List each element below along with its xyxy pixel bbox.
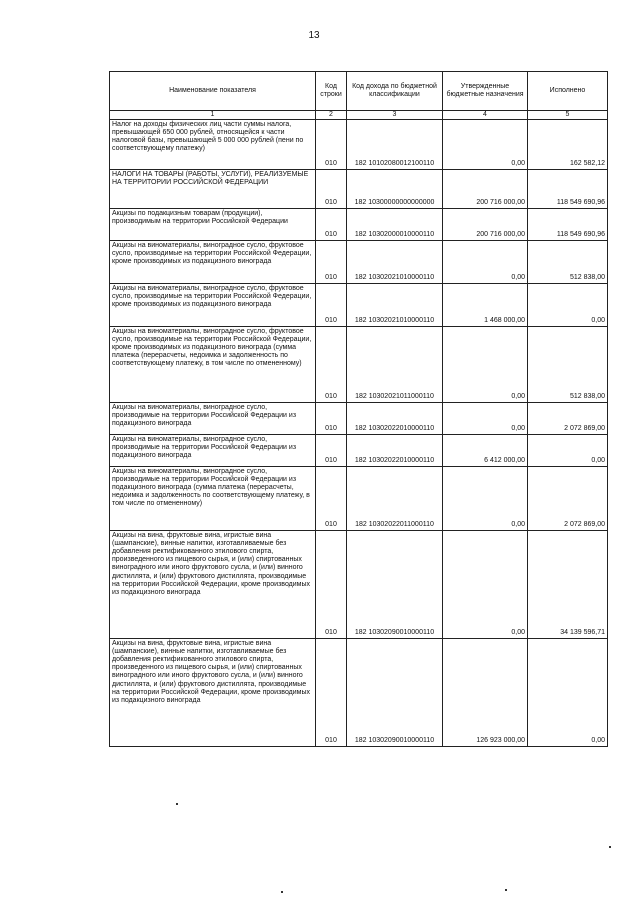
row-code: 010 <box>316 403 347 435</box>
row-kbk: 182 10102080012100110 <box>347 120 443 170</box>
row-done: 2 072 869,00 <box>528 403 608 435</box>
row-approved: 0,00 <box>443 120 528 170</box>
row-approved: 200 716 000,00 <box>443 209 528 241</box>
table-row <box>110 467 608 531</box>
row-kbk: 182 10302090010000110 <box>347 531 443 639</box>
row-done: 512 838,00 <box>528 327 608 403</box>
column-number: 1 <box>110 111 316 120</box>
row-approved: 0,00 <box>443 531 528 639</box>
table-row <box>110 120 608 170</box>
row-approved: 0,00 <box>443 241 528 284</box>
header-code: Код строки <box>316 72 347 111</box>
row-done: 0,00 <box>528 284 608 327</box>
row-name: Акцизы на вина, фруктовые вина, игристые вина (шампанские), винные напитки, изготавливаемые без добавления ректификованного этилового спирта, произведенного из пищевого сырья, и (или) спиртованных виноградного или иного фруктового сусла, и (или) винного дистиллята, и (или) фруктового дистиллята, производимые на территории Российской Федерации, кроме производимых из подакцизного винограда <box>110 531 316 639</box>
row-done: 512 838,00 <box>528 241 608 284</box>
row-code: 010 <box>316 435 347 467</box>
row-kbk: 182 10302021010000110 <box>347 241 443 284</box>
budget-execution-table <box>109 71 608 747</box>
row-done: 162 582,12 <box>528 120 608 170</box>
row-approved: 200 716 000,00 <box>443 170 528 209</box>
row-kbk: 182 10300000000000000 <box>347 170 443 209</box>
row-code: 010 <box>316 170 347 209</box>
row-kbk: 182 10302021011000110 <box>347 327 443 403</box>
row-kbk: 182 10302022011000110 <box>347 467 443 531</box>
row-name: Акцизы на виноматериалы, виноградное сусло, производимые на территории Российской Федерации из подакцизного винограда <box>110 403 316 435</box>
row-kbk: 182 10302000010000110 <box>347 209 443 241</box>
table-row <box>110 403 608 435</box>
row-kbk: 182 10302022010000110 <box>347 403 443 435</box>
column-number: 4 <box>443 111 528 120</box>
column-number-row <box>110 111 608 120</box>
row-kbk: 182 10302022010000110 <box>347 435 443 467</box>
row-code: 010 <box>316 209 347 241</box>
table-row <box>110 170 608 209</box>
table-header-row <box>110 72 608 111</box>
row-kbk: 182 10302090010000110 <box>347 639 443 747</box>
table-row <box>110 435 608 467</box>
row-name: Налог на доходы физических лиц части суммы налога, превышающей 650 000 рублей, относящейся к части налоговой базы, превышающей 5 000 000 рублей (пени по соответствующему платежу) <box>110 120 316 170</box>
row-done: 0,00 <box>528 435 608 467</box>
table-row <box>110 531 608 639</box>
row-code: 010 <box>316 639 347 747</box>
row-done: 0,00 <box>528 639 608 747</box>
header-done: Исполнено <box>528 72 608 111</box>
page-number: 13 <box>308 30 320 41</box>
row-approved: 0,00 <box>443 467 528 531</box>
table-row <box>110 639 608 747</box>
table-row <box>110 284 608 327</box>
header-kbk: Код дохода по бюджетной классификации <box>347 72 443 111</box>
row-name: Акцизы на виноматериалы, виноградное сусло, фруктовое сусло, производимые на территории Российской Федерации, кроме производимых из подакцизного винограда <box>110 241 316 284</box>
row-code: 010 <box>316 241 347 284</box>
row-name: Акцизы на виноматериалы, виноградное сусло, фруктовое сусло, производимые на территории Российской Федерации, кроме производимых из подакцизного винограда <box>110 284 316 327</box>
scan-speck <box>505 889 507 891</box>
scan-speck <box>176 803 178 805</box>
header-name: Наименование показателя <box>110 72 316 111</box>
column-number: 2 <box>316 111 347 120</box>
row-name: Акцизы на виноматериалы, виноградное сусло, производимые на территории Российской Федерации из подакцизного винограда (сумма платежа (перерасчеты, недоимка и задолженность по соответствующему платежу, в том числе по отмененному) <box>110 467 316 531</box>
row-name: НАЛОГИ НА ТОВАРЫ (РАБОТЫ, УСЛУГИ), РЕАЛИЗУЕМЫЕ НА ТЕРРИТОРИИ РОССИЙСКОЙ ФЕДЕРАЦИИ <box>110 170 316 209</box>
row-name: Акцизы на виноматериалы, виноградное сусло, фруктовое сусло, производимые на территории Российской Федерации, кроме производимых из подакцизного винограда (сумма платежа (перерасчеты, недоимка и задолженность по соответствующему платежу, в том числе по отмененному) <box>110 327 316 403</box>
row-approved: 1 468 000,00 <box>443 284 528 327</box>
row-name: Акцизы на вина, фруктовые вина, игристые вина (шампанские), винные напитки, изготавливаемые без добавления ректификованного этилового спирта, произведенного из пищевого сырья, и (или) спиртованных виноградного или иного фруктового сусла, и (или) винного дистиллята, и (или) фруктового дистиллята, производимые на территории Российской Федерации, кроме производимых из подакцизного винограда <box>110 639 316 747</box>
row-code: 010 <box>316 467 347 531</box>
row-kbk: 182 10302021010000110 <box>347 284 443 327</box>
column-number: 5 <box>528 111 608 120</box>
row-done: 118 549 690,96 <box>528 209 608 241</box>
header-approved: Утвержденные бюджетные назначения <box>443 72 528 111</box>
table-row <box>110 241 608 284</box>
row-code: 010 <box>316 284 347 327</box>
row-code: 010 <box>316 531 347 639</box>
row-approved: 0,00 <box>443 403 528 435</box>
row-approved: 0,00 <box>443 327 528 403</box>
scan-speck <box>281 891 283 893</box>
row-approved: 126 923 000,00 <box>443 639 528 747</box>
column-number: 3 <box>347 111 443 120</box>
table-row <box>110 327 608 403</box>
row-done: 2 072 869,00 <box>528 467 608 531</box>
row-name: Акцизы на виноматериалы, виноградное сусло, производимые на территории Российской Федерации из подакцизного винограда <box>110 435 316 467</box>
row-code: 010 <box>316 120 347 170</box>
row-name: Акцизы по подакцизным товарам (продукции), производимым на территории Российской Федерации <box>110 209 316 241</box>
row-done: 118 549 690,96 <box>528 170 608 209</box>
table-row <box>110 209 608 241</box>
row-code: 010 <box>316 327 347 403</box>
row-done: 34 139 596,71 <box>528 531 608 639</box>
scan-speck <box>609 846 611 848</box>
row-approved: 6 412 000,00 <box>443 435 528 467</box>
